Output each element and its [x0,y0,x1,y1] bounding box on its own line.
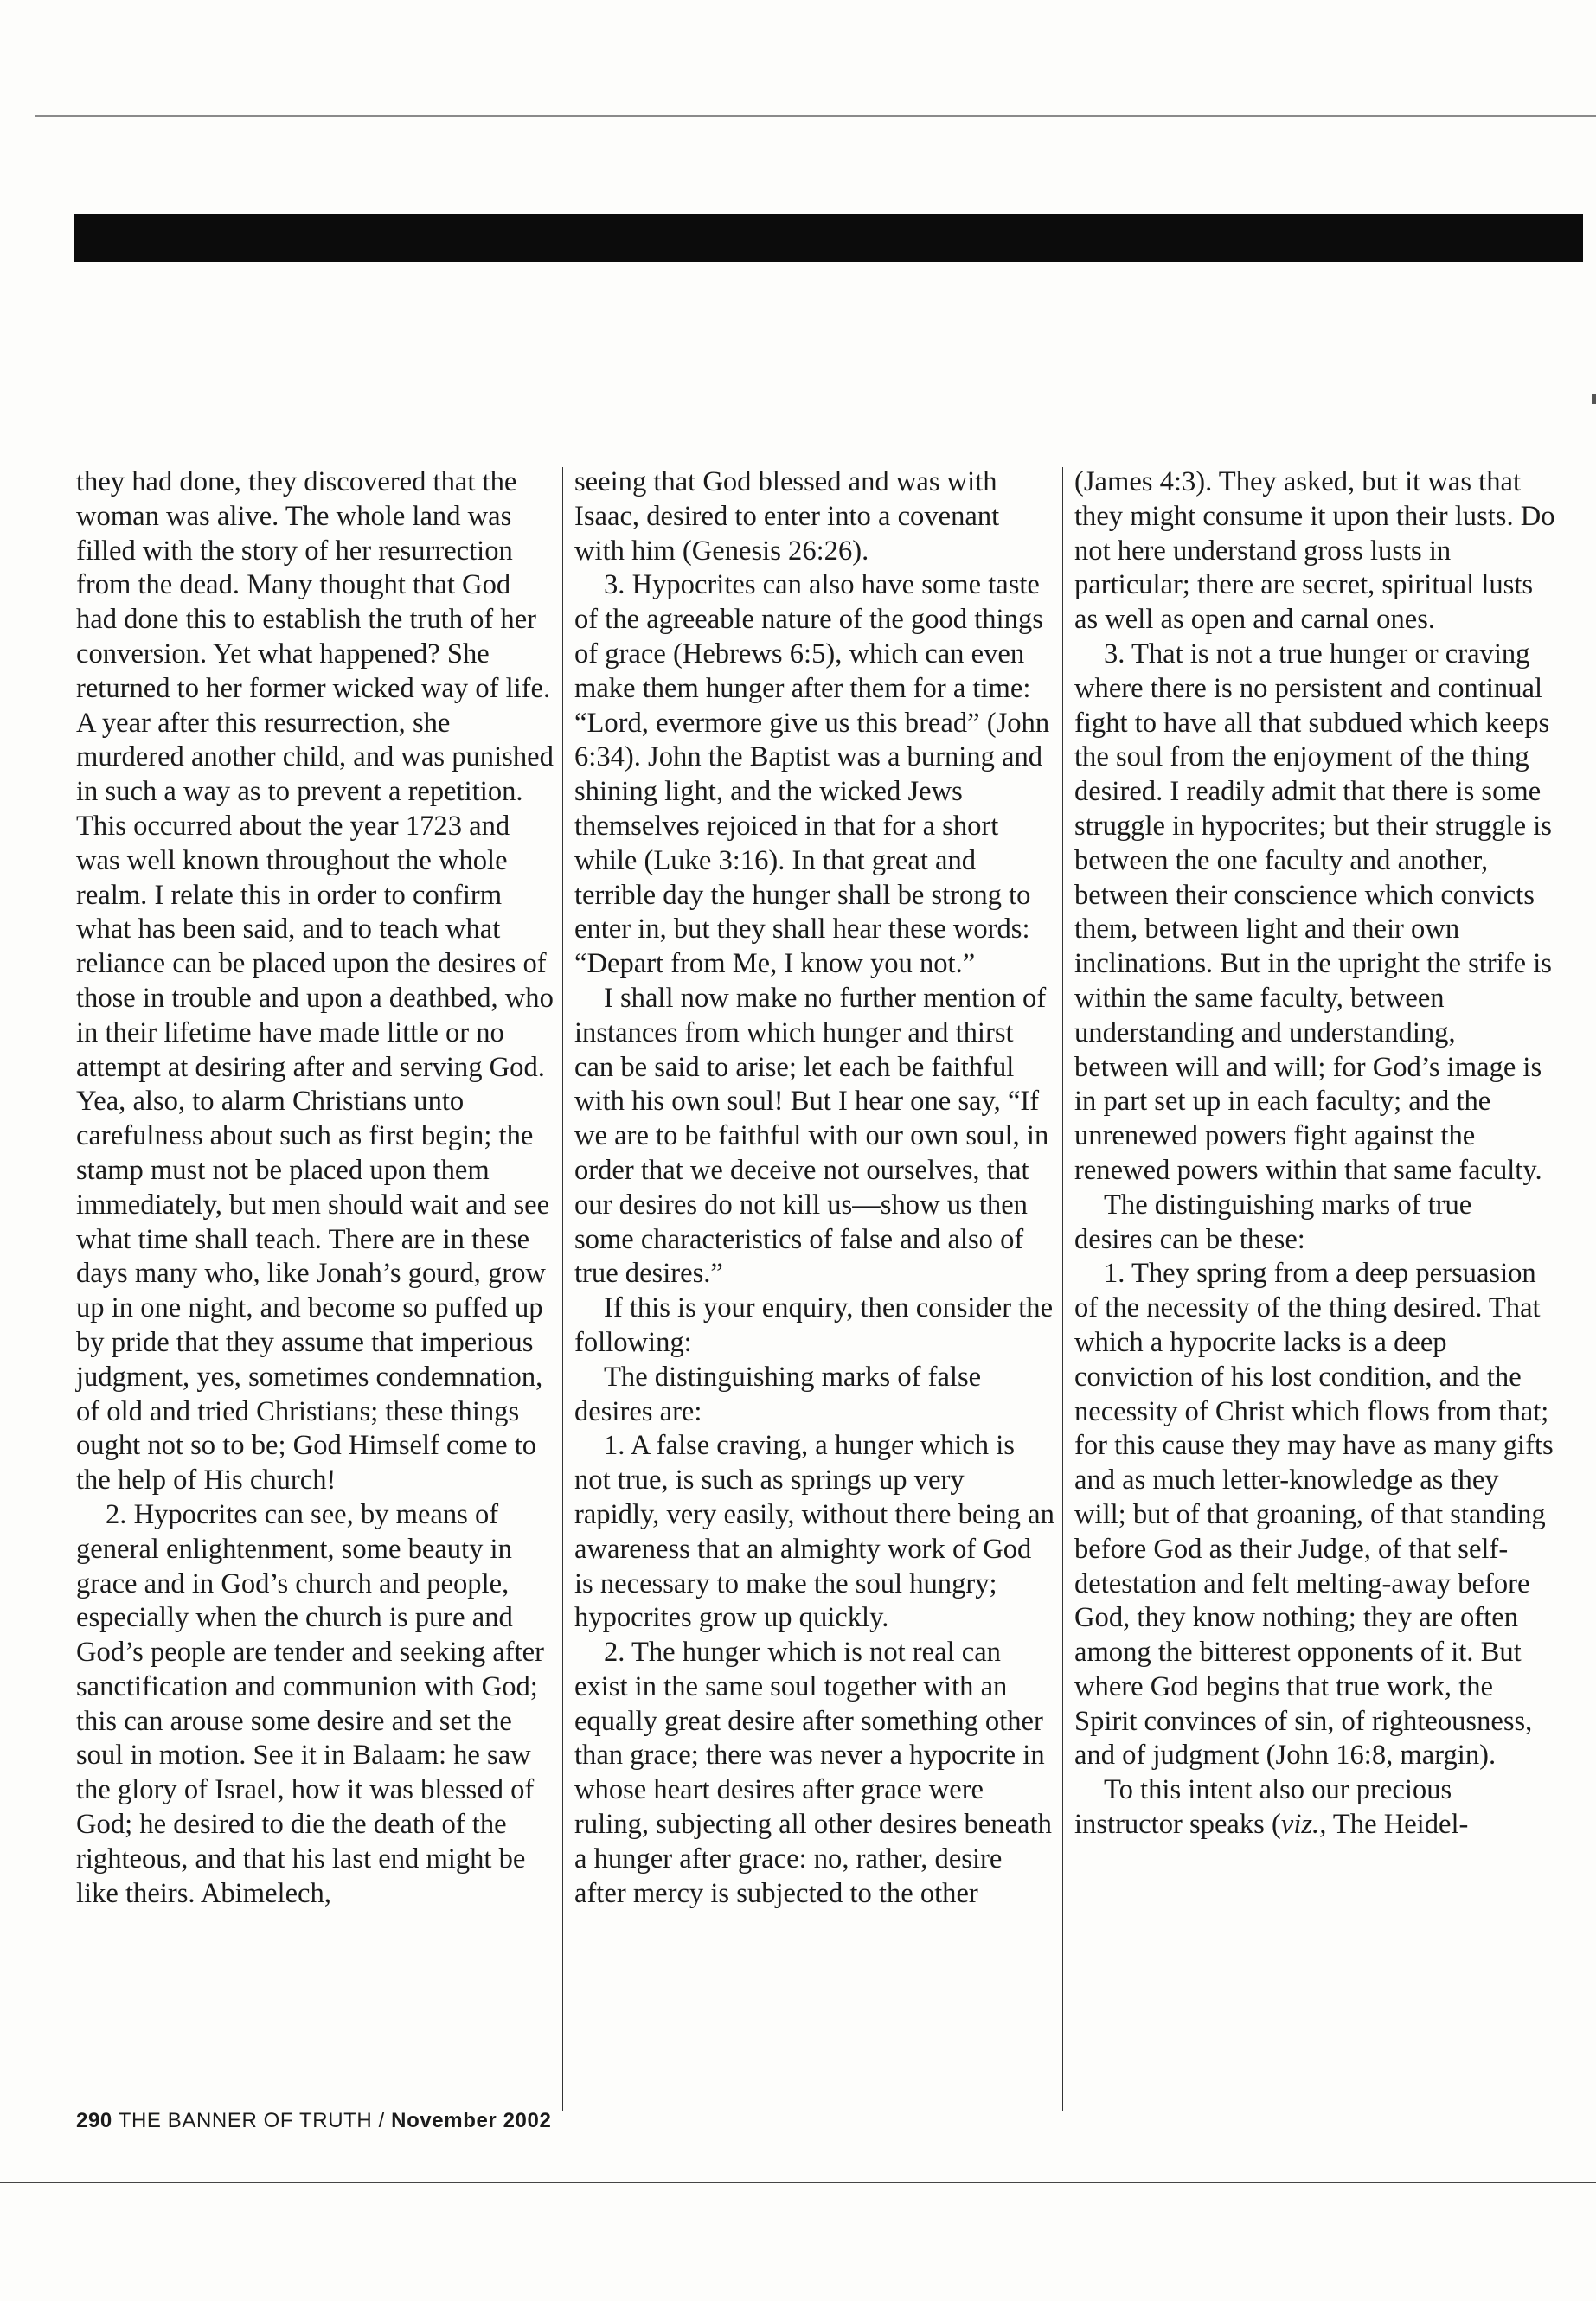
paragraph: If this is your enquiry, then consider the following: [574,1292,1054,1358]
publication-title: THE BANNER OF TRUTH [118,2109,373,2132]
header-band [74,214,1583,262]
italic-abbrev: viz., [1280,1809,1327,1841]
edge-mark [1592,394,1596,404]
paragraph: 1. They spring from a deep persuasion of the necessity of the thing desired. That which a hypocrite lacks is a deep conviction of his lost condition, and the necessity of Christ which flows from that; for this cause they may have as many gifts and as much letter-knowledge as they will; but of that groaning, of that standing before God as their Judge, of that self-detestation and felt melting-away before God, they know nothing; they are often among the bitterest opponents of it. But where God begins that true work, the Spirit convinces of sin, of righteousness, and of judgment (John 16:8, margin). [1074,1258,1554,1772]
issue-date: November 2002 [391,2109,552,2132]
paragraph-tail: The Heidel- [1326,1809,1469,1841]
paragraph: The distinguishing marks of true desires can be these: [1074,1189,1472,1255]
bottom-rule [0,2182,1596,2183]
paragraph: they had done, they discovered that the woman was alive. The whole land was filled with the story of her resurrection from the dead. Many thought that God had done this to establish the truth of her conversion. Yet what happened? She returned to her former wicked way of life. A year after this resurrection, she murdered another child, and was punished in such a way as to prevent a repetition. This occurred about the year 1723 and was well known throughout the whole realm. I relate this in order to confirm what has been said, and to teach what reliance can be placed upon the desires of those in trouble and upon a deathbed, who in their lifetime have made little or no attempt at desiring after and serving God. Yea, also, to alarm Christians unto carefulness about such as first begin; the stamp must not be placed upon them immediately, but men should wait and see what time shall teach. There are in these days many who, like Jonah’s gourd, grow up in one night, and become so puffed up by pride that they assume that imperious judgment, yes, sometimes condemnation, of old and tried Christians; these things ought not so to be; God Himself come to the help of His church! [76,466,554,1497]
top-rule [35,115,1596,117]
column-divider [1062,467,1063,2111]
text-column-1 [76,465,557,1911]
text-column-2 [574,465,1055,1911]
paragraph: 2. Hypocrites can see, by means of general enlightenment, some beauty in grace and in God’s church and people, especially when the church is pure and God’s people are tender and seeking after sanctification and communion with God; this can arouse some desire and set the soul in motion. See it in Balaam: he saw the glory of Israel, how it was blessed of God; he desired to die the death of the righteous, and that his last end might be like theirs. Abimelech, [76,1498,544,1909]
footer-separator: / [378,2109,385,2132]
paragraph: 3. That is not a true hunger or craving where there is no persistent and continual fight to have all that subdued which keeps the soul from the enjoyment of the thing desired. I readily admit that there is some struggle in hypocrites; but their struggle is between the one faculty and another, between their conscience which convicts them, between light and their own inclinations. But in the upright the strife is within the same faculty, between understanding and understanding, between will and will; for God’s image is in part set up in each faculty; and the unrenewed powers fight against the renewed powers within that same faculty. [1074,638,1552,1186]
text-column-3 [1074,465,1555,1843]
paragraph-text: To this intent also our precious instructor speaks ( [1074,1774,1452,1841]
paragraph-last [1074,1773,1555,1843]
column-divider [562,467,563,2111]
paragraph: (James 4:3). They asked, but it was that they might consume it upon their lusts. Do not here understand gross lusts in particular; there are secret, spiritual lusts as well as open and carnal ones. [1074,466,1555,636]
page-number: 290 [76,2109,112,2132]
paragraph: The distinguishing marks of false desires are: [574,1361,982,1427]
paragraph: 3. Hypocrites can also have some taste of the agreeable nature of the good things of grace (Hebrews 6:5), which can even make them hunger after them for a time: “Lord, evermore give us this bread” (John 6:34). John the Baptist was a burning and shining light, and the wicked Jews themselves rejoiced in that for a short while (Luke 3:16). In that great and terrible day the hunger shall be strong to enter in, but they shall hear these words: “Depart from Me, I know you not.” [574,569,1050,980]
paragraph: I shall now make no further mention of instances from which hunger and thirst can be said to arise; let each be faithful with his own soul! But I hear one say, “If we are to be faithful with our own soul, in order that we deceive not ourselves, that our desires do not kill us—show us then some characteristics of false and also of true desires.” [574,982,1049,1290]
paragraph: 1. A false craving, a hunger which is not true, is such as springs up very rapidly, very easily, without there being an awareness that an almighty work of God is necessary to make the soul hungry; hypocrites grow up quickly. [574,1430,1054,1634]
page-footer [76,2109,551,2133]
paragraph: 2. The hunger which is not real can exist in the same soul together with an equally great desire after something other than grace; there was never a hypocrite in whose heart desires after grace were ruling, subjecting all other desires beneath a hunger after grace: no, rather, desire after mercy is subjected to the other [574,1637,1052,1909]
paragraph: seeing that God blessed and was with Isaac, desired to enter into a covenant with him (Genesis 26:26). [574,466,1000,567]
